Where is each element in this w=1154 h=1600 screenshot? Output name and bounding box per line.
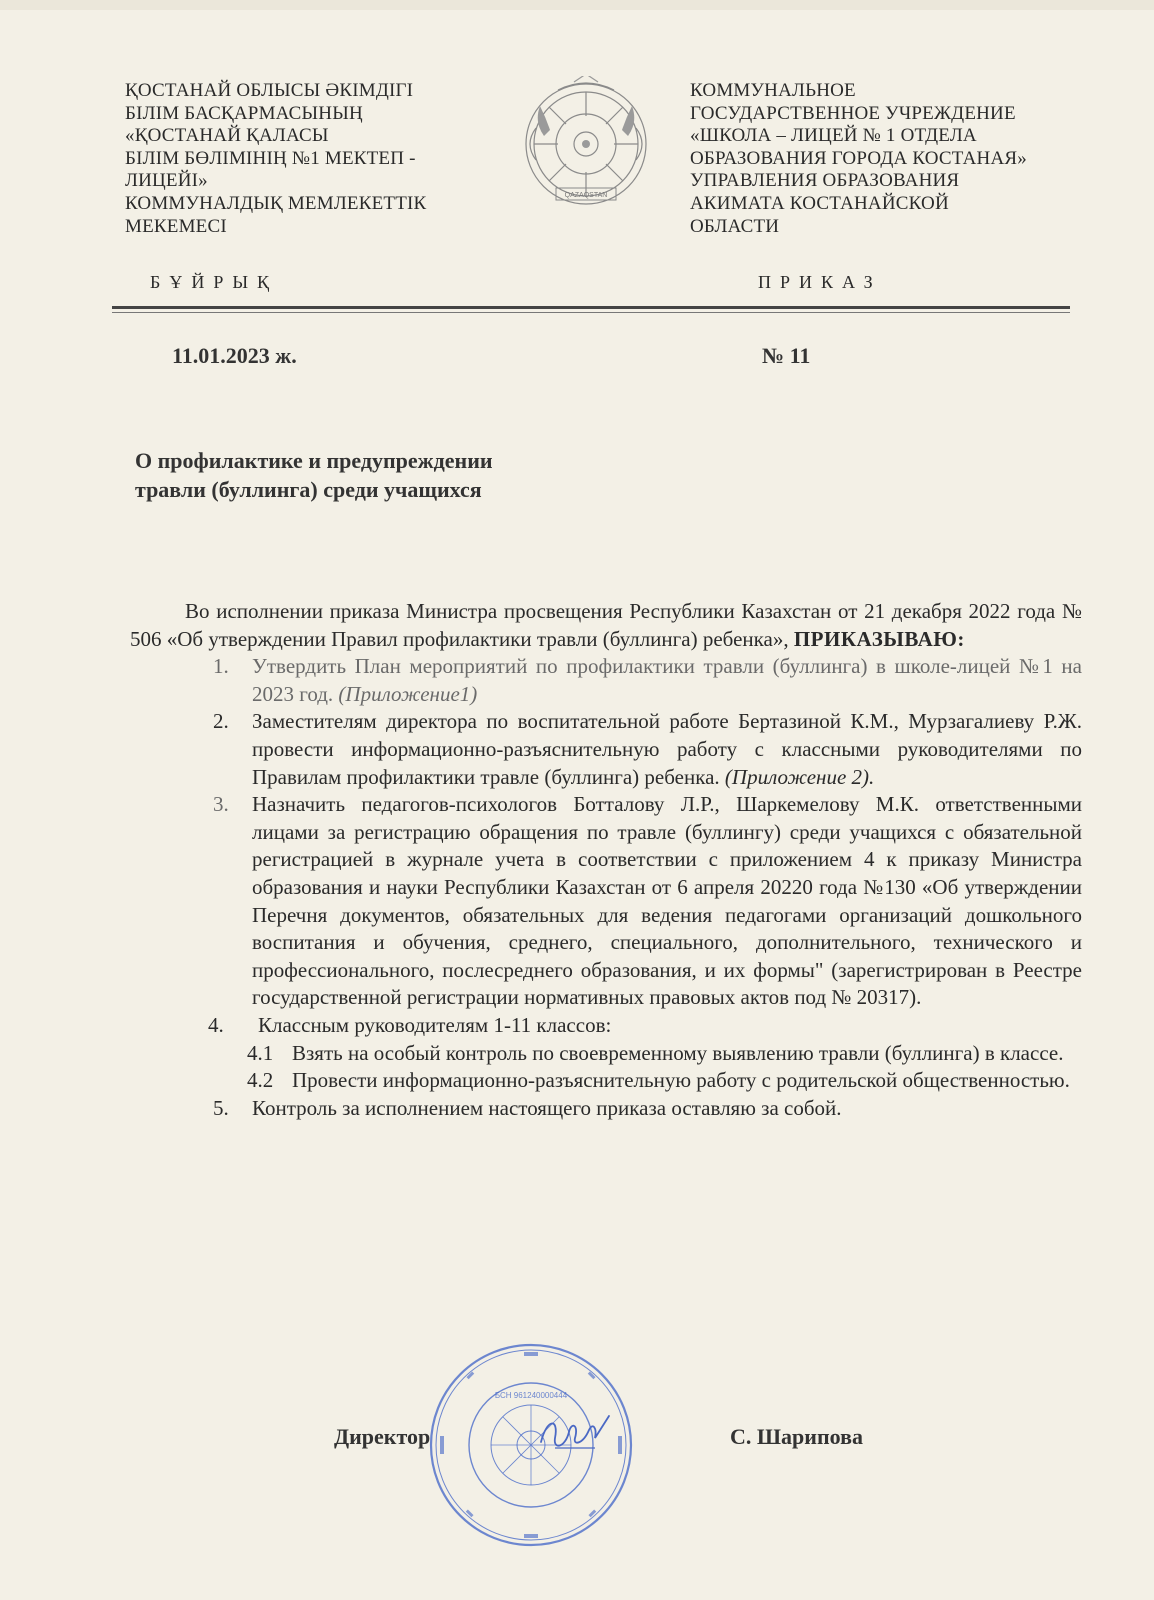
list-item-text: Классным руководителям 1-11 классов: bbox=[258, 1012, 612, 1037]
order-number: № 11 bbox=[762, 343, 811, 368]
header-kz-line: КОММУНАЛДЫҚ МЕМЛЕКЕТТІК bbox=[125, 192, 427, 214]
header-ru-line: ГОСУДАРСТВЕННОЕ УЧРЕЖДЕНИЕ bbox=[690, 102, 1016, 124]
sub-list-item bbox=[130, 1067, 1082, 1095]
signer-name: С. Шарипова bbox=[730, 1424, 863, 1449]
list-item-number: 3. bbox=[213, 792, 229, 817]
state-emblem-icon bbox=[518, 76, 654, 216]
intro-text: Во исполнении приказа Министра просвещения Республики Казахстан от 21 декабря 2022 года № 506 «Об утверждении Правил профилактики травли (буллинга) ребенка», bbox=[130, 599, 1082, 651]
header-kz-line: МЕКЕМЕСІ bbox=[125, 215, 227, 237]
header-kz-line: ҚОСТАНАЙ ОБЛЫСЫ ӘКІМДІГІ bbox=[125, 80, 414, 101]
header-ru-line: УПРАВЛЕНИЯ ОБРАЗОВАНИЯ bbox=[690, 170, 960, 192]
order-title bbox=[135, 446, 655, 504]
signature bbox=[535, 1408, 615, 1458]
order-word-kazakh: БҰЙРЫҚ bbox=[150, 272, 279, 292]
list-item-number: 1. bbox=[213, 654, 229, 679]
order-list bbox=[130, 653, 1082, 1122]
list-item-text: Назначить педагогов-психологов Ботталову Л.Р., Шаркемелову М.К. ответственными лицами за регистрацию обращения по травле (буллингу) среди учащихся с обязательной регистрацией в журнале учета в соответствии с приложением 4 к приказу Министра образования и науки Республики Казахстан от 6 апреля 20220 года №130 «Об утверждении Перечня документов, обязательных для ведения педагогами организаций дошкольного воспитания и обучения, среднего, специального, дополнительного, технического и профессионального, послесреднего образования, и их формы" (зарегистрирован в Реестре государственной регистрации нормативных правовых актов под № 20317). bbox=[252, 792, 1082, 1010]
header-ru-line: АКИМАТА КОСТАНАЙСКОЙ bbox=[690, 192, 949, 214]
list-item-number: 2. bbox=[213, 709, 229, 734]
list-item-number: 4. bbox=[208, 1012, 224, 1037]
header-kz-line: ЛИЦЕЙІ» bbox=[125, 170, 208, 192]
order-body bbox=[130, 598, 1082, 1122]
header-ru-line: ОБРАЗОВАНИЯ ГОРОДА КОСТАНАЯ» bbox=[690, 147, 1027, 169]
order-date: 11.01.2023 ж. bbox=[172, 343, 297, 368]
sub-list-item-text: Взять на особый контроль по своевременному выявлению травли (буллинга) в классе. bbox=[292, 1040, 1064, 1065]
list-item-appendix: (Приложение 2). bbox=[724, 764, 875, 789]
header-kz-line: «ҚОСТАНАЙ ҚАЛАСЫ bbox=[125, 125, 329, 147]
header-kz-line: БІЛІМ БӨЛІМІНІҢ №1 МЕКТЕП - bbox=[125, 147, 416, 169]
scan-edge bbox=[0, 0, 1154, 10]
list-item-appendix: (Приложение1) bbox=[338, 681, 478, 706]
list-item bbox=[130, 791, 1082, 1012]
order-title-line: травли (буллинга) среди учащихся bbox=[135, 477, 482, 502]
header-russian bbox=[690, 80, 1110, 238]
list-item bbox=[130, 1095, 1082, 1123]
intro-command: ПРИКАЗЫВАЮ: bbox=[793, 626, 965, 651]
emblem-text: QAZAQSTAN bbox=[564, 192, 608, 199]
order-word-russian: ПРИКАЗ bbox=[758, 272, 882, 292]
header-ru-line: ОБЛАСТИ bbox=[690, 215, 780, 237]
list-item-number: 5. bbox=[213, 1095, 229, 1120]
list-item bbox=[130, 653, 1082, 708]
sub-list-item-number: 4.1 bbox=[247, 1040, 274, 1065]
signer-title: Директор bbox=[334, 1424, 431, 1449]
list-item bbox=[130, 1012, 1082, 1040]
list-item-text: Контроль за исполнением настоящего приказа оставляю за собой. bbox=[252, 1095, 842, 1120]
stamp-bin: БСН 961240000444 bbox=[494, 1391, 568, 1400]
list-item bbox=[130, 708, 1082, 791]
list-item-text: Заместителям директора по воспитательной работе Бертазиной К.М., Мурзагалиеву Р.Ж. провести информационно-разъяснительную работу с классными руководителями по Правилам профилактики травле (буллинга) ребенка. bbox=[252, 709, 1082, 789]
sub-list-item bbox=[130, 1040, 1082, 1068]
intro-paragraph bbox=[130, 598, 1082, 653]
order-title-line: О профилактике и предупреждении bbox=[135, 448, 493, 473]
header-ru-line: «ШКОЛА – ЛИЦЕЙ № 1 ОТДЕЛА bbox=[690, 125, 977, 147]
header-kz-line: БІЛІМ БАСҚАРМАСЫНЫҢ bbox=[125, 102, 363, 124]
header-ru-line: КОММУНАЛЬНОЕ bbox=[690, 80, 856, 101]
header-divider-thin bbox=[112, 312, 1070, 313]
header-divider bbox=[112, 306, 1070, 309]
header-kazakh bbox=[125, 80, 485, 238]
sub-list-item-number: 4.2 bbox=[247, 1068, 274, 1093]
list-item-text: Утвердить План мероприятий по профилактики травли (буллинга) в школе-лицей №1 на 2023 год. bbox=[252, 654, 1082, 706]
sub-list-item-text: Провести информационно-разъяснительную работу с родительской общественностью. bbox=[292, 1068, 1070, 1093]
